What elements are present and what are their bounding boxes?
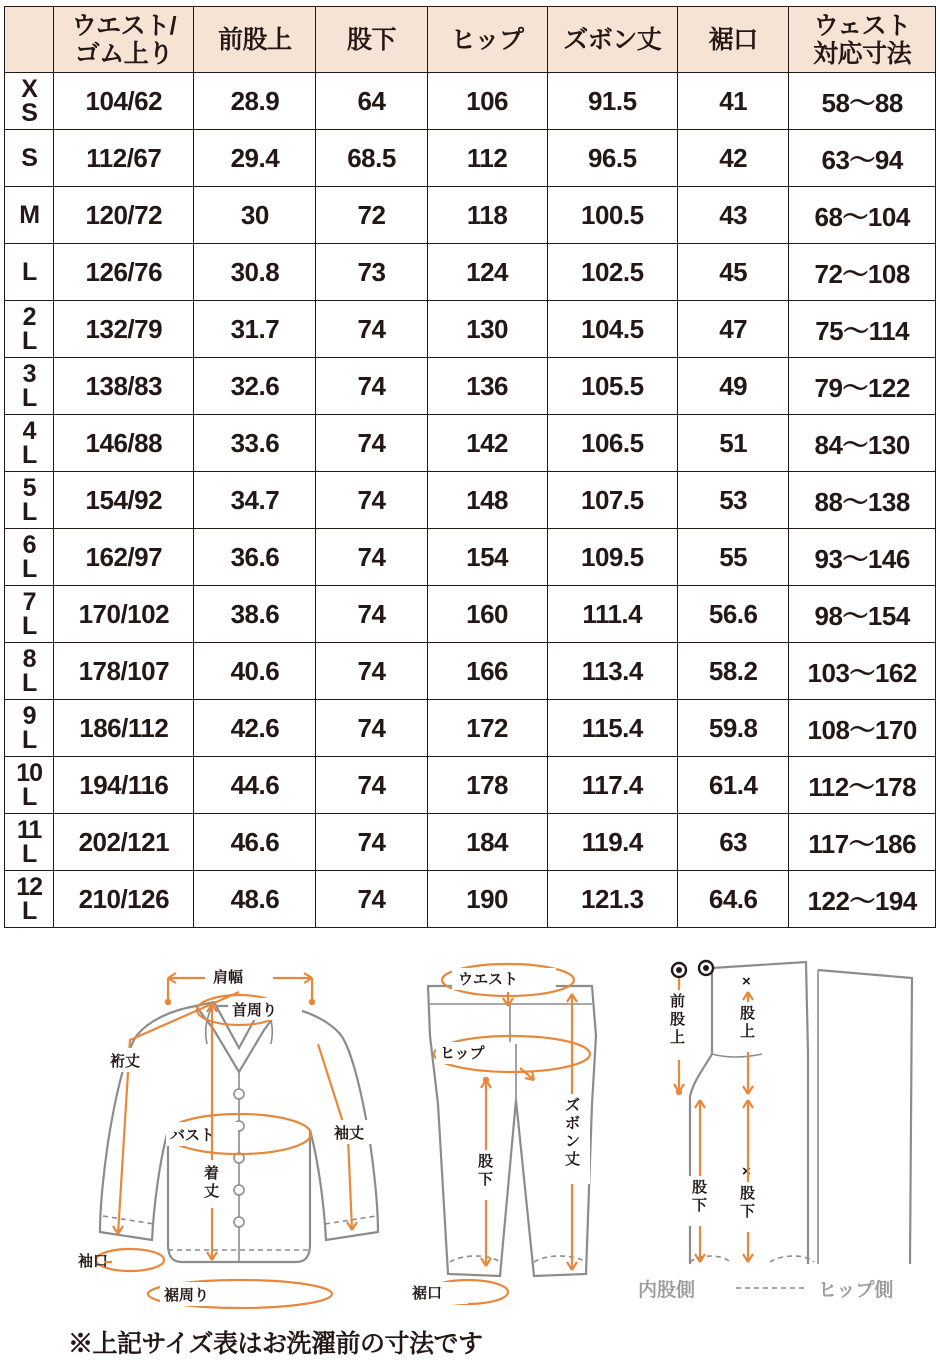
rise-diagram — [638, 961, 912, 1301]
cell-pants-length: 91.5 — [547, 73, 678, 130]
cell-hip: 136 — [427, 358, 547, 415]
table-row — [5, 187, 936, 244]
cell-waist-range: 108〜170 — [789, 700, 936, 757]
label-hip: ヒップ — [440, 1045, 485, 1062]
cell-hip: 190 — [427, 871, 547, 928]
label-yuki: 裄丈 — [110, 1053, 141, 1070]
cell-inseam: 74 — [316, 643, 427, 700]
cell-size — [5, 415, 54, 472]
label-bust: バスト — [170, 1127, 216, 1144]
label-rise-inseam: 股 — [740, 1185, 756, 1202]
cell-pants-length: 121.3 — [547, 871, 678, 928]
cell-pants-length: 117.4 — [547, 757, 678, 814]
cell-size — [5, 700, 54, 757]
cell-hem: 63 — [678, 814, 789, 871]
header-pants-length: ズボン丈 — [547, 7, 678, 73]
cell-inseam: 74 — [316, 529, 427, 586]
cell-front-rise: 48.6 — [194, 871, 316, 928]
cell-front-rise: 36.6 — [194, 529, 316, 586]
label-rise: 股 — [740, 1005, 756, 1022]
cell-hip: 172 — [427, 700, 547, 757]
table-row — [5, 586, 936, 643]
cell-pants-length: 100.5 — [547, 187, 678, 244]
cell-inseam: 74 — [316, 472, 427, 529]
size-token: 4 — [22, 417, 36, 445]
cell-size — [5, 358, 54, 415]
header-front-rise: 前股上 — [194, 7, 316, 73]
cell-front-rise: 32.6 — [194, 358, 316, 415]
cell-hem: 53 — [678, 472, 789, 529]
cell-waist-gom: 162/97 — [54, 529, 194, 586]
cell-hem: 47 — [678, 301, 789, 358]
table-row — [5, 415, 936, 472]
cell-waist-gom: 132/79 — [54, 301, 194, 358]
cell-waist-range: 68〜104 — [789, 187, 936, 244]
cell-hip: 124 — [427, 244, 547, 301]
cell-waist-range: 75〜114 — [789, 301, 936, 358]
cell-inseam: 74 — [316, 700, 427, 757]
cell-pants-length: 119.4 — [547, 814, 678, 871]
cell-hip: 112 — [427, 130, 547, 187]
cell-hem: 42 — [678, 130, 789, 187]
cell-hip: 184 — [427, 814, 547, 871]
size-token: L — [21, 897, 37, 925]
cell-hip: 166 — [427, 643, 547, 700]
label-waist: ウエスト — [458, 971, 519, 988]
label-inner-thigh-side: 内股側 — [638, 1280, 696, 1301]
size-token: L — [21, 726, 37, 754]
header-waist-range-line2: 対応寸法 — [813, 39, 912, 68]
cell-waist-gom: 104/62 — [54, 73, 194, 130]
table-row — [5, 73, 936, 130]
cell-hip: 154 — [427, 529, 547, 586]
cell-pants-length: 107.5 — [547, 472, 678, 529]
size-token: 3 — [22, 360, 36, 388]
cell-waist-gom: 154/92 — [54, 472, 194, 529]
cell-front-rise: 29.4 — [194, 130, 316, 187]
label-pants-length: ズ — [565, 1097, 581, 1114]
cell-size — [5, 529, 54, 586]
pants-diagram — [408, 964, 596, 1304]
table-header-row — [5, 7, 936, 73]
cell-front-rise: 44.6 — [194, 757, 316, 814]
size-token: 6 — [22, 531, 36, 559]
cell-inseam: 72 — [316, 187, 427, 244]
label-pants-length-3: ン — [565, 1133, 581, 1150]
cell-waist-range: 103〜162 — [789, 643, 936, 700]
size-token: L — [21, 498, 37, 526]
cell-waist-range: 63〜94 — [789, 130, 936, 187]
header-waist-gom — [54, 7, 194, 73]
label-body-length-2: 丈 — [204, 1183, 220, 1200]
cell-waist-gom: 210/126 — [54, 871, 194, 928]
cell-waist-gom: 186/112 — [54, 700, 194, 757]
cell-waist-range: 58〜88 — [789, 73, 936, 130]
cell-inseam: 74 — [316, 757, 427, 814]
cell-size — [5, 586, 54, 643]
cell-hem: 56.6 — [678, 586, 789, 643]
cell-waist-gom: 120/72 — [54, 187, 194, 244]
cell-hip: 142 — [427, 415, 547, 472]
label-front-inseam-2: 下 — [692, 1197, 708, 1214]
label-hip-side: ヒップ側 — [818, 1280, 894, 1301]
cell-waist-range: 84〜130 — [789, 415, 936, 472]
label-hem-circumference: 裾周り — [164, 1287, 210, 1304]
label-rise-inseam-2: 下 — [740, 1203, 756, 1220]
table-row — [5, 244, 936, 301]
cell-size — [5, 187, 54, 244]
size-token: 9 — [22, 702, 36, 730]
table-row — [5, 529, 936, 586]
header-hem: 裾口 — [678, 7, 789, 73]
cell-inseam: 74 — [316, 301, 427, 358]
cell-inseam: 74 — [316, 814, 427, 871]
cell-waist-gom: 194/116 — [54, 757, 194, 814]
cell-pants-length: 111.4 — [547, 586, 678, 643]
cell-size — [5, 643, 54, 700]
table-row — [5, 757, 936, 814]
cell-inseam: 74 — [316, 871, 427, 928]
cell-front-rise: 30.8 — [194, 244, 316, 301]
label-body-length: 着 — [204, 1165, 220, 1182]
table-body — [5, 73, 936, 928]
jacket-diagram — [78, 964, 388, 1308]
table-row — [5, 871, 936, 928]
cell-hip: 148 — [427, 472, 547, 529]
table-row — [5, 700, 936, 757]
cell-pants-length: 115.4 — [547, 700, 678, 757]
cell-waist-gom: 126/76 — [54, 244, 194, 301]
cell-waist-gom: 202/121 — [54, 814, 194, 871]
cell-waist-gom: 146/88 — [54, 415, 194, 472]
cell-hip: 178 — [427, 757, 547, 814]
label-inseam-2: 下 — [478, 1171, 494, 1188]
cell-hem: 43 — [678, 187, 789, 244]
cell-hem: 41 — [678, 73, 789, 130]
cell-hip: 130 — [427, 301, 547, 358]
cell-hem: 45 — [678, 244, 789, 301]
size-token: L — [21, 258, 37, 286]
cell-front-rise: 38.6 — [194, 586, 316, 643]
measurement-diagrams — [0, 944, 940, 1360]
table-row — [5, 301, 936, 358]
cell-waist-range: 72〜108 — [789, 244, 936, 301]
label-cuff: 袖口 — [78, 1253, 109, 1270]
cell-waist-gom: 112/67 — [54, 130, 194, 187]
header-waist-gom-line2: ゴム上り — [74, 39, 173, 68]
cell-size — [5, 871, 54, 928]
cell-front-rise: 42.6 — [194, 700, 316, 757]
size-token: M — [19, 201, 40, 229]
cell-hip: 118 — [427, 187, 547, 244]
header-waist-range-line1: ウェスト — [813, 11, 911, 40]
header-hip: ヒップ — [427, 7, 547, 73]
size-token: L — [21, 327, 37, 355]
table-row — [5, 472, 936, 529]
cell-front-rise: 28.9 — [194, 73, 316, 130]
cell-hem: 49 — [678, 358, 789, 415]
label-pants-hem: 裾口 — [412, 1285, 443, 1302]
cell-hem: 61.4 — [678, 757, 789, 814]
size-token: 11 — [16, 816, 42, 844]
header-waist-range — [789, 7, 936, 73]
size-token: 7 — [22, 588, 36, 616]
cell-front-rise: 40.6 — [194, 643, 316, 700]
cell-size — [5, 757, 54, 814]
size-token: L — [21, 384, 37, 412]
header-waist-gom-line1: ウエスト/ — [71, 11, 177, 40]
size-token: S — [21, 144, 37, 172]
cell-pants-length: 105.5 — [547, 358, 678, 415]
cell-size — [5, 244, 54, 301]
size-token: X — [21, 75, 37, 103]
cell-inseam: 64 — [316, 73, 427, 130]
cell-hem: 64.6 — [678, 871, 789, 928]
cell-size — [5, 814, 54, 871]
label-front-rise-2: 股 — [670, 1011, 686, 1028]
label-inseam: 股 — [478, 1153, 494, 1170]
cell-hip: 160 — [427, 586, 547, 643]
label-sleeve-length: 袖丈 — [334, 1125, 365, 1142]
cell-hip: 106 — [427, 73, 547, 130]
cell-waist-range: 88〜138 — [789, 472, 936, 529]
cell-pants-length: 106.5 — [547, 415, 678, 472]
cell-waist-range: 79〜122 — [789, 358, 936, 415]
cell-pants-length: 113.4 — [547, 643, 678, 700]
cell-pants-length: 104.5 — [547, 301, 678, 358]
cell-front-rise: 33.6 — [194, 415, 316, 472]
label-front-rise: 前 — [670, 993, 686, 1010]
size-token: 2 — [22, 303, 36, 331]
header-inseam: 股下 — [316, 7, 427, 73]
size-token: L — [21, 441, 37, 469]
label-shoulder-width: 肩幅 — [213, 969, 244, 986]
pre-wash-note: ※上記サイズ表はお洗濯前の寸法です — [68, 1330, 483, 1358]
table-row — [5, 130, 936, 187]
cell-size — [5, 472, 54, 529]
cell-size — [5, 73, 54, 130]
cell-inseam: 74 — [316, 586, 427, 643]
label-front-inseam: 股 — [692, 1179, 708, 1196]
size-token: L — [21, 555, 37, 583]
cell-size — [5, 301, 54, 358]
cell-hem: 58.2 — [678, 643, 789, 700]
size-token: L — [21, 840, 37, 868]
cell-waist-range: 112〜178 — [789, 757, 936, 814]
table-row — [5, 814, 936, 871]
cell-waist-range: 93〜146 — [789, 529, 936, 586]
label-inseam-x: × — [742, 1163, 751, 1180]
size-token: L — [21, 783, 37, 811]
cell-waist-range: 122〜194 — [789, 871, 936, 928]
size-token: L — [21, 669, 37, 697]
table-row — [5, 358, 936, 415]
size-token: 8 — [22, 645, 36, 673]
cell-size — [5, 130, 54, 187]
label-neck: 首周り — [232, 1002, 278, 1019]
label-rise-x: × — [742, 973, 751, 990]
table-row — [5, 643, 936, 700]
label-rise-2: 上 — [740, 1023, 756, 1040]
cell-front-rise: 31.7 — [194, 301, 316, 358]
size-token: L — [21, 612, 37, 640]
cell-front-rise: 30 — [194, 187, 316, 244]
size-token: 10 — [16, 759, 43, 787]
size-token: 5 — [22, 474, 36, 502]
cell-hem: 55 — [678, 529, 789, 586]
cell-inseam: 74 — [316, 358, 427, 415]
cell-waist-gom: 178/107 — [54, 643, 194, 700]
cell-waist-range: 117〜186 — [789, 814, 936, 871]
size-table — [4, 6, 936, 928]
header-corner — [5, 7, 54, 73]
cell-inseam: 73 — [316, 244, 427, 301]
cell-hem: 59.8 — [678, 700, 789, 757]
cell-pants-length: 109.5 — [547, 529, 678, 586]
cell-inseam: 68.5 — [316, 130, 427, 187]
cell-hem: 51 — [678, 415, 789, 472]
cell-waist-gom: 170/102 — [54, 586, 194, 643]
cell-pants-length: 96.5 — [547, 130, 678, 187]
cell-front-rise: 34.7 — [194, 472, 316, 529]
cell-waist-gom: 138/83 — [54, 358, 194, 415]
cell-inseam: 74 — [316, 415, 427, 472]
label-pants-length-2: ボ — [565, 1115, 581, 1132]
label-pants-length-4: 丈 — [565, 1151, 581, 1168]
cell-pants-length: 102.5 — [547, 244, 678, 301]
size-token: 12 — [16, 873, 43, 901]
size-token: S — [21, 99, 37, 127]
cell-waist-range: 98〜154 — [789, 586, 936, 643]
label-front-rise-3: 上 — [670, 1029, 686, 1046]
cell-front-rise: 46.6 — [194, 814, 316, 871]
